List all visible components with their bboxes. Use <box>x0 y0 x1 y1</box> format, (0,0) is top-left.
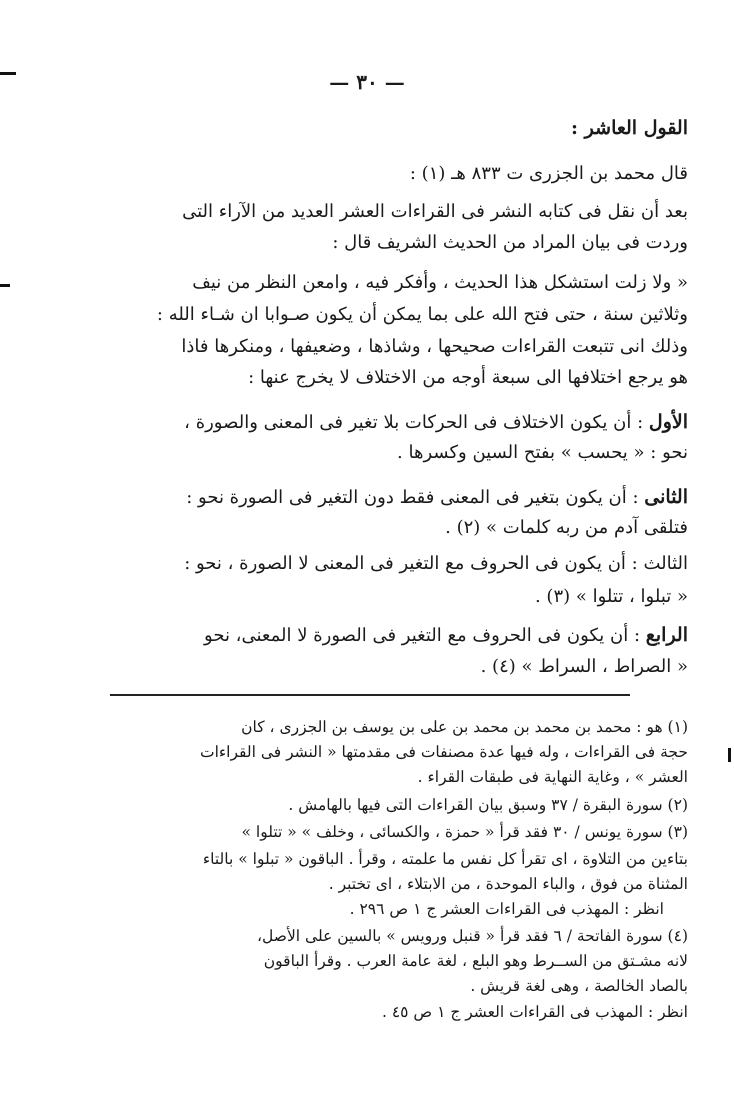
footnote-line: لانه مشـتق من الســرط وهو البلع ، لغة عامة العرب . وقرأ الباقون <box>263 952 688 970</box>
footnote-line: بتاءين من التلاوة ، اى تقرأ كل نفس ما علمته ، وقرأ . الباقون « تبلوا » بالتاء <box>202 850 688 868</box>
point-label: الرابع <box>645 624 688 646</box>
point-fourth <box>48 623 688 648</box>
point-first <box>48 410 688 435</box>
intro-line: وردت فى بيان المراد من الحديث الشريف قال : <box>332 232 688 253</box>
quote-line: وذلك انى تتبعت القراءات صحيحها ، وشاذها ، وضعيفها ، ومنكرها فاذا <box>181 336 688 357</box>
footnote-line: المثناة من فوق ، والباء الموحدة ، من الابتلاء ، اى تختبر . <box>328 875 688 893</box>
point-text: : أن يكون بتغير فى المعنى فقط دون التغير فى الصورة نحو : <box>186 487 645 508</box>
margin-mark <box>0 284 10 287</box>
point-example: نحو : « يحسب » بفتح السين وكسرها . <box>397 442 688 463</box>
margin-mark <box>728 748 731 762</box>
footnote-line: بالصاد الخالصة ، وهى لغة قريش . <box>470 977 688 995</box>
footnote-line: انظر : المهذب فى القراءات العشر ج ١ ص ٤٥ . <box>381 1003 688 1021</box>
point-second <box>48 485 688 510</box>
footnote-line: (٣) سورة يونس / ٣٠ فقد قرأ « حمزة ، والكسائى ، وخلف » « تتلوا » <box>241 823 688 841</box>
point-label: الثانى <box>644 486 688 508</box>
point-text: : أن يكون الاختلاف فى الحركات بلا تغير فى المعنى والصورة ، <box>184 412 649 433</box>
footnote-line: حجة فى القراءات ، وله فيها عدة مصنفات فى مقدمتها « النشر فى القراءات <box>199 743 688 761</box>
footnote-divider <box>110 694 630 696</box>
point-label: الثالث <box>643 553 688 574</box>
point-example: فتلقى آدم من ربه كلمات » (٢) . <box>445 517 688 538</box>
point-third <box>48 552 688 576</box>
page-number: — ٣٠ — <box>329 70 405 94</box>
point-text: : أن يكون فى الحروف مع التغير فى المعنى لا الصورة ، نحو : <box>184 553 644 574</box>
intro-line: بعد أن نقل فى كتابه النشر فى القراءات العشر العديد من الآراء التى <box>182 201 688 222</box>
quote-line: هو يرجع اختلافها الى سبعة أوجه من الاختلاف لا يخرج عنها : <box>248 367 688 388</box>
footnote-line: (٤) سورة الفاتحة / ٦ فقد قرأ « قنبل ورويس » بالسين على الأصل، <box>257 927 688 945</box>
point-example: « تبلوا ، تتلوا » (٣) . <box>534 586 688 607</box>
section-title: القول العاشر : <box>571 117 688 139</box>
footnote-line: (١) هو : محمد بن محمد بن محمد بن على بن يوسف بن الجزرى ، كان <box>241 718 688 736</box>
point-label: الأول <box>648 411 688 433</box>
point-example: « الصراط ، السراط » (٤) . <box>480 656 688 677</box>
quote-line: « ولا زلت استشكل هذا الحديث ، وأفكر فيه ، وامعن النظر من نيف <box>192 272 688 293</box>
footnote-line: العشر » ، وغاية النهاية فى طبقات القراء . <box>417 768 688 786</box>
intro-line: قال محمد بن الجزرى ت ٨٣٣ هـ (١) : <box>409 163 688 184</box>
point-text: : أن يكون فى الحروف مع التغير فى الصورة لا المعنى، نحو <box>204 625 646 646</box>
footnote-line: انظر : المهذب فى القراءات العشر ج ١ ص ٢٩٦ . <box>349 900 664 918</box>
quote-line: وثلاثين سنة ، حتى فتح الله على بما يمكن أن يكون صـوابا ان شـاء الله : <box>156 304 688 325</box>
footnote-line: (٢) سورة البقرة / ٣٧ وسبق بيان القراءات التى فيها بالهامش . <box>288 796 688 814</box>
